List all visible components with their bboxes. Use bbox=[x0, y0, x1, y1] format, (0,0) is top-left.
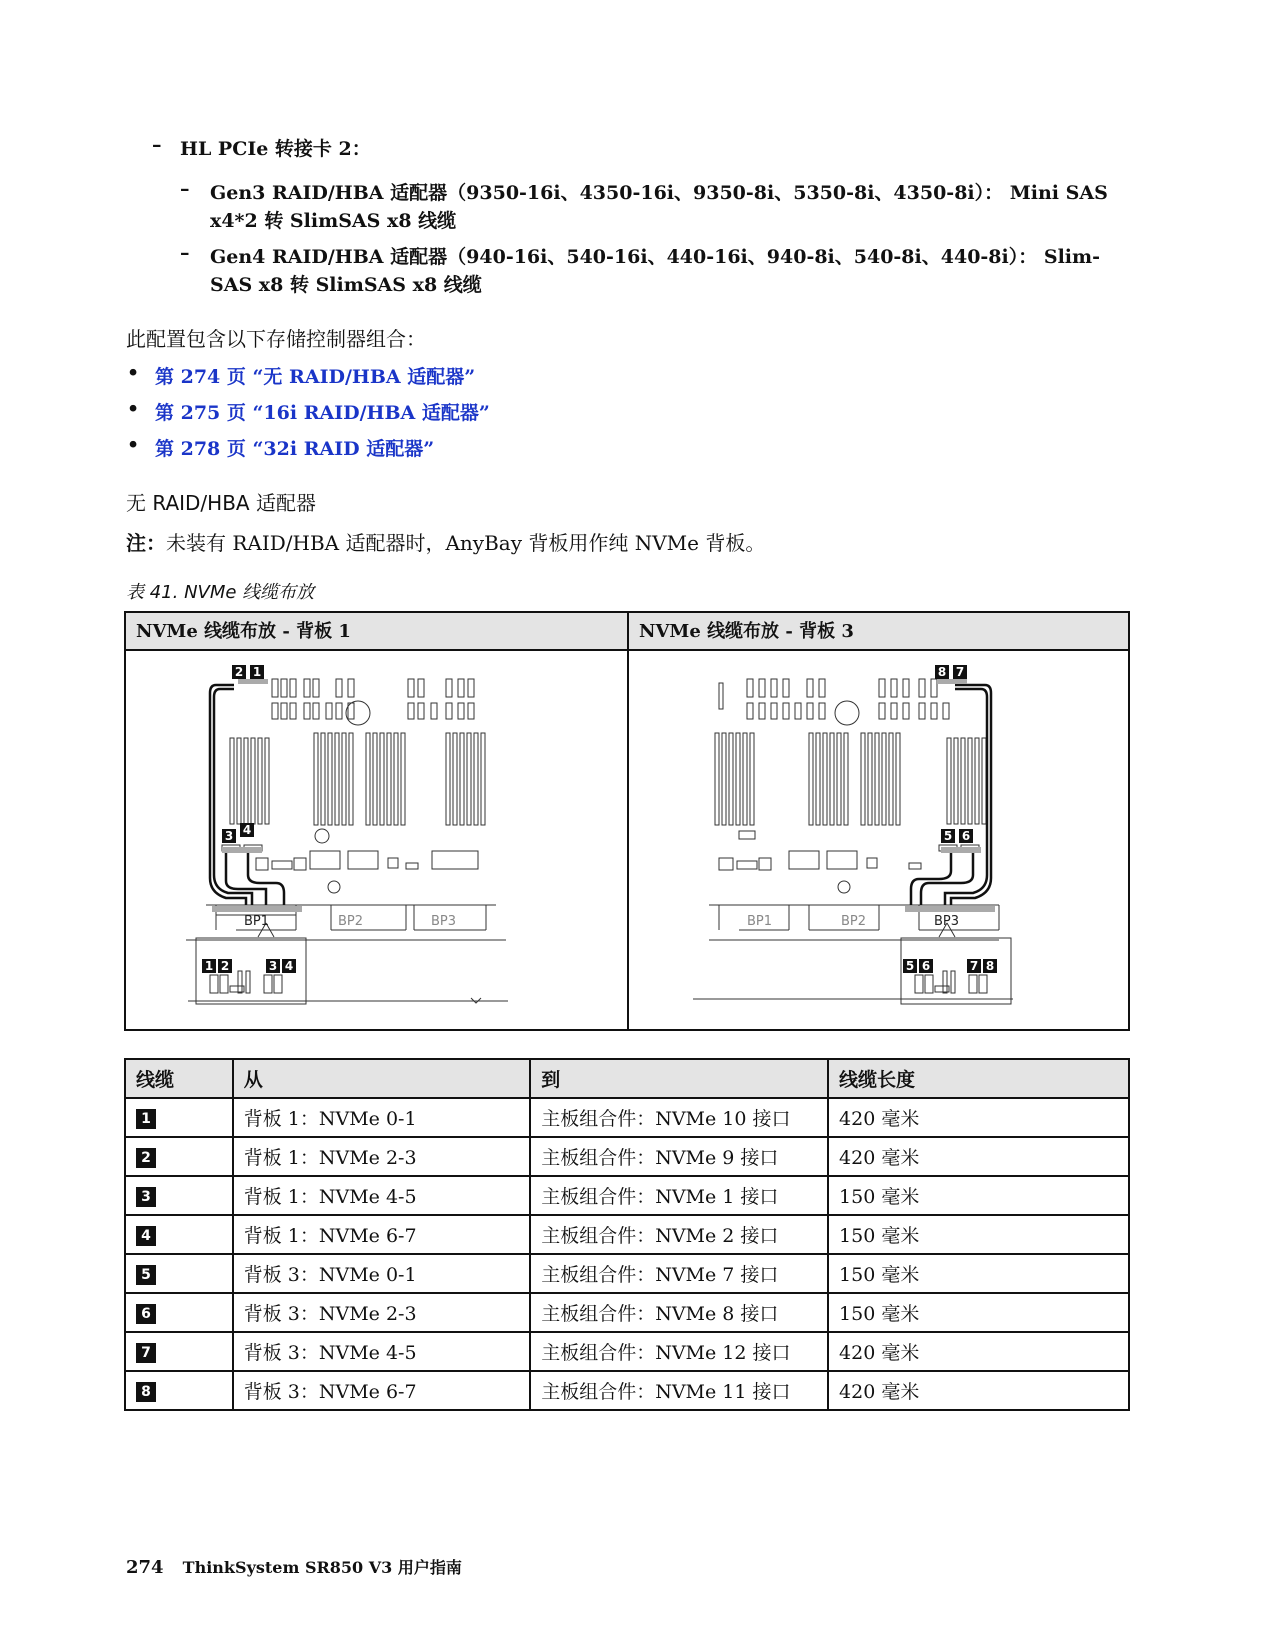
cell-from: 背板 3：NVMe 4-5 bbox=[233, 1332, 530, 1371]
svg-text:7: 7 bbox=[955, 665, 965, 679]
header-to: 到 bbox=[530, 1059, 828, 1098]
cable-number-badge: 2 bbox=[136, 1148, 156, 1168]
svg-text:BP2: BP2 bbox=[338, 914, 364, 929]
svg-text:BP1: BP1 bbox=[244, 914, 270, 929]
table-row bbox=[125, 1137, 1129, 1176]
cell-to: 主板组合件：NVMe 8 接口 bbox=[530, 1293, 828, 1332]
cable-diagram-backplane-3 bbox=[629, 653, 1128, 1029]
cell-length: 420 毫米 bbox=[828, 1332, 1129, 1371]
svg-text:5: 5 bbox=[905, 959, 915, 973]
connector-row bbox=[272, 679, 474, 725]
cell-length: 150 毫米 bbox=[828, 1254, 1129, 1293]
svg-text:2: 2 bbox=[220, 959, 230, 973]
cell-from: 背板 1：NVMe 0-1 bbox=[233, 1098, 530, 1137]
dimm-bank-middle bbox=[809, 733, 900, 825]
note bbox=[126, 527, 765, 556]
svg-text:BP1: BP1 bbox=[747, 914, 773, 929]
cell-to: 主板组合件：NVMe 1 接口 bbox=[530, 1176, 828, 1215]
cell-to: 主板组合件：NVMe 11 接口 bbox=[530, 1371, 828, 1410]
link-no-raid[interactable]: 第 274 页 “无 RAID/HBA 适配器” bbox=[155, 366, 476, 388]
svg-text:2: 2 bbox=[234, 665, 244, 679]
cable-table bbox=[124, 1058, 1130, 1411]
cell-from: 背板 1：NVMe 2-3 bbox=[233, 1137, 530, 1176]
svg-text:3: 3 bbox=[268, 959, 278, 973]
dimm-bank-right bbox=[947, 738, 986, 824]
diagram-header-left: NVMe 线缆布放 - 背板 1 bbox=[126, 613, 627, 651]
svg-text:4: 4 bbox=[242, 823, 252, 837]
table-row bbox=[125, 1098, 1129, 1137]
cell-length: 150 毫米 bbox=[828, 1293, 1129, 1332]
cell-to: 主板组合件：NVMe 12 接口 bbox=[530, 1332, 828, 1371]
svg-text:7: 7 bbox=[969, 959, 979, 973]
link-32i-raid[interactable]: 第 278 页 “32i RAID 适配器” bbox=[155, 438, 435, 460]
cell-from: 背板 1：NVMe 4-5 bbox=[233, 1176, 530, 1215]
svg-text:6: 6 bbox=[921, 959, 931, 973]
cable-number-badge: 3 bbox=[136, 1187, 156, 1207]
svg-text:BP3: BP3 bbox=[431, 914, 457, 929]
table-row bbox=[125, 1332, 1129, 1371]
dimm-bank-left bbox=[230, 738, 269, 824]
dimm-bank-left bbox=[715, 733, 754, 825]
table-row bbox=[125, 1293, 1129, 1332]
svg-text:BP3: BP3 bbox=[934, 914, 960, 929]
callout-connectors bbox=[915, 971, 987, 993]
header-cable: 线缆 bbox=[125, 1059, 233, 1098]
svg-text:8: 8 bbox=[985, 959, 995, 973]
cable-number-badge: 6 bbox=[136, 1304, 156, 1324]
footer-title: ThinkSystem SR850 V3 用户指南 bbox=[182, 1558, 462, 1577]
table-row bbox=[125, 1371, 1129, 1410]
cell-from: 背板 3：NVMe 0-1 bbox=[233, 1254, 530, 1293]
table-header-row bbox=[125, 1059, 1129, 1098]
backplane-labels bbox=[747, 914, 959, 929]
svg-text:5: 5 bbox=[943, 829, 953, 843]
header-length: 线缆长度 bbox=[828, 1059, 1129, 1098]
gen4-line1: Gen4 RAID/HBA 适配器（940-16i、540-16i、440-16i、940-8i、540-8i、440-8i）： Slim- bbox=[210, 246, 1100, 268]
table-row bbox=[125, 1215, 1129, 1254]
gen3-line1: Gen3 RAID/HBA 适配器（9350-16i、4350-16i、9350-8i、5350-8i、4350-8i）： Mini SAS bbox=[210, 182, 1108, 204]
gen4-line2: SAS x8 转 SlimSAS x8 线缆 bbox=[210, 274, 482, 296]
cable-number-badge: 5 bbox=[136, 1265, 156, 1285]
page-footer bbox=[126, 1555, 462, 1578]
note-text: 未装有 RAID/HBA 适配器时，AnyBay 背板用作纯 NVMe 背板。 bbox=[166, 531, 766, 555]
svg-text:4: 4 bbox=[284, 959, 294, 973]
svg-text:BP2: BP2 bbox=[841, 914, 867, 929]
list-dash: – bbox=[180, 178, 190, 200]
cell-to: 主板组合件：NVMe 7 接口 bbox=[530, 1254, 828, 1293]
svg-text:6: 6 bbox=[961, 829, 971, 843]
bullet-icon: • bbox=[127, 434, 140, 456]
cell-from: 背板 3：NVMe 6-7 bbox=[233, 1371, 530, 1410]
header-from: 从 bbox=[233, 1059, 530, 1098]
cable-number-badge: 8 bbox=[136, 1382, 156, 1402]
cable-number-badge: 7 bbox=[136, 1343, 156, 1363]
cable-routing bbox=[210, 685, 284, 905]
bullet-icon: • bbox=[127, 362, 140, 384]
table-row bbox=[125, 1176, 1129, 1215]
page-number: 274 bbox=[126, 1557, 164, 1578]
cell-length: 150 毫米 bbox=[828, 1176, 1129, 1215]
cable-diagram-backplane-1 bbox=[126, 653, 625, 1029]
callout-connectors bbox=[210, 971, 282, 993]
section-title: 无 RAID/HBA 适配器 bbox=[126, 491, 316, 515]
svg-text:8: 8 bbox=[937, 665, 947, 679]
diagram-header-right: NVMe 线缆布放 - 背板 3 bbox=[629, 613, 1128, 651]
intro-text: 此配置包含以下存储控制器组合： bbox=[126, 327, 426, 351]
cable-number-badge: 4 bbox=[136, 1226, 156, 1246]
svg-text:1: 1 bbox=[252, 665, 262, 679]
cell-to: 主板组合件：NVMe 2 接口 bbox=[530, 1215, 828, 1254]
riser-text: HL PCIe 转接卡 2： bbox=[180, 138, 371, 160]
cell-from: 背板 3：NVMe 2-3 bbox=[233, 1293, 530, 1332]
cell-length: 420 毫米 bbox=[828, 1137, 1129, 1176]
list-dash: – bbox=[152, 134, 162, 156]
note-label: 注： bbox=[126, 531, 166, 555]
svg-text:3: 3 bbox=[224, 829, 234, 843]
bullet-icon: • bbox=[127, 398, 140, 420]
cell-to: 主板组合件：NVMe 9 接口 bbox=[530, 1137, 828, 1176]
backplane-labels bbox=[244, 914, 456, 929]
cable-number-badge: 1 bbox=[136, 1109, 156, 1129]
cell-from: 背板 1：NVMe 6-7 bbox=[233, 1215, 530, 1254]
dimm-bank-right bbox=[446, 733, 485, 825]
gen3-line2: x4*2 转 SlimSAS x8 线缆 bbox=[210, 210, 457, 232]
cell-to: 主板组合件：NVMe 10 接口 bbox=[530, 1098, 828, 1137]
cell-length: 420 毫米 bbox=[828, 1371, 1129, 1410]
list-dash: – bbox=[180, 242, 190, 264]
svg-text:1: 1 bbox=[204, 959, 214, 973]
link-16i-raid[interactable]: 第 275 页 “16i RAID/HBA 适配器” bbox=[155, 402, 490, 424]
connector-row bbox=[719, 679, 949, 725]
cell-length: 150 毫米 bbox=[828, 1215, 1129, 1254]
table-row bbox=[125, 1254, 1129, 1293]
table-caption: 表 41. NVMe 线缆布放 bbox=[126, 582, 315, 603]
diagram-table bbox=[124, 611, 1130, 1031]
dimm-bank-middle bbox=[314, 733, 405, 825]
cell-length: 420 毫米 bbox=[828, 1098, 1129, 1137]
